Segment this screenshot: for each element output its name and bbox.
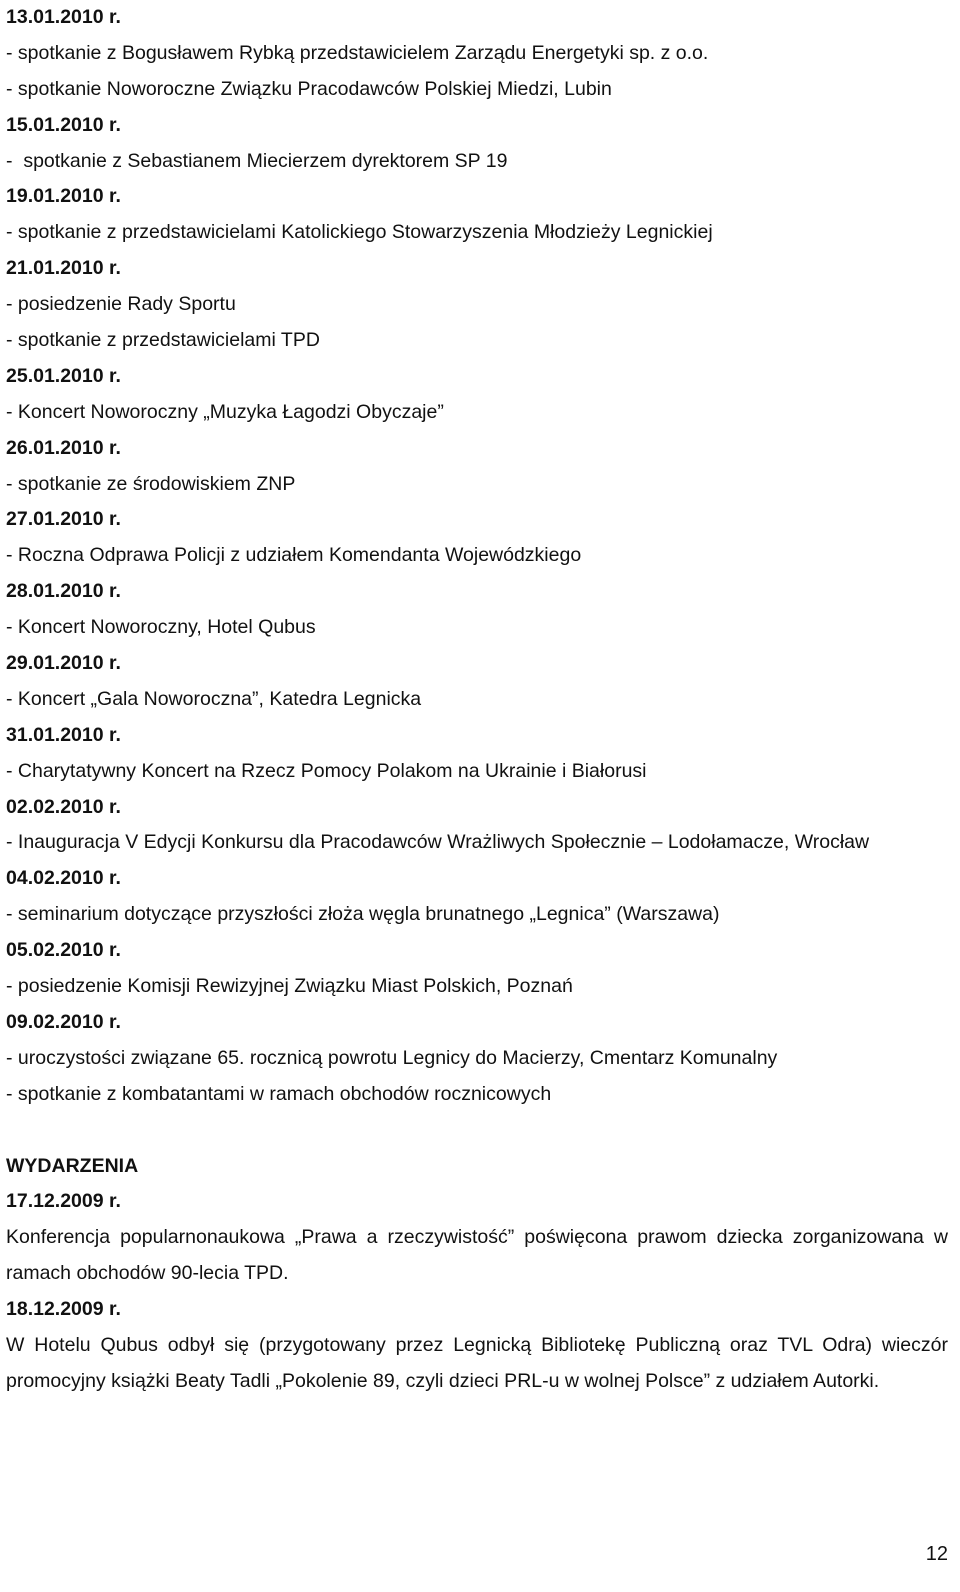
schedule-item: - Inauguracja V Edycji Konkursu dla Pracodawców Wrażliwych Społecznie – Lodołamacze, Wrocław (6, 831, 870, 854)
schedule-date: 29.01.2010 r. (6, 652, 121, 675)
schedule-item: - spotkanie z przedstawicielami TPD (6, 329, 320, 352)
schedule-date: 27.01.2010 r. (6, 508, 121, 531)
schedule-item: - uroczystości związane 65. rocznicą powrotu Legnicy do Macierzy, Cmentarz Komunalny (6, 1046, 778, 1069)
schedule-item: - Koncert Noworoczny „Muzyka Łagodzi Obyczaje” (6, 400, 444, 423)
schedule-date: 09.02.2010 r. (6, 1010, 121, 1033)
schedule-date: 31.01.2010 r. (6, 723, 121, 746)
schedule-date: 25.01.2010 r. (6, 364, 121, 387)
schedule-date: 05.02.2010 r. (6, 939, 121, 962)
schedule-date: 15.01.2010 r. (6, 113, 121, 136)
schedule-item: - spotkanie Noworoczne Związku Pracodawców Polskiej Miedzi, Lubin (6, 77, 612, 100)
schedule-list (6, 0, 952, 1113)
schedule-item: - spotkanie ze środowiskiem ZNP (6, 472, 296, 495)
page-number: 12 (925, 1543, 948, 1565)
schedule-item: - spotkanie z Sebastianem Miecierzem dyrektorem SP 19 (6, 149, 508, 172)
schedule-item: - spotkanie z Bogusławem Rybką przedstawicielem Zarządu Energetyki sp. z o.o. (6, 41, 709, 64)
schedule-item: - Roczna Odprawa Policji z udziałem Komendanta Wojewódzkiego (6, 544, 582, 567)
schedule-item: - Charytatywny Koncert na Rzecz Pomocy Polakom na Ukrainie i Białorusi (6, 759, 647, 782)
schedule-item: - posiedzenie Komisji Rewizyjnej Związku Miast Polskich, Poznań (6, 975, 573, 998)
event-date: 17.12.2009 r. (6, 1190, 121, 1213)
event-date: 18.12.2009 r. (6, 1298, 121, 1321)
schedule-date: 21.01.2010 r. (6, 257, 121, 280)
schedule-item: - Koncert „Gala Noworoczna”, Katedra Legnicka (6, 687, 422, 710)
events-section (6, 1149, 952, 1400)
document-page (6, 0, 952, 1400)
schedule-date: 26.01.2010 r. (6, 436, 121, 459)
event-description: Konferencja popularnonaukowa „Prawa a rzeczywistość” poświęcona prawom dziecka zorganizowana w ramach obchodów 90-lecia TPD. (6, 1226, 948, 1285)
schedule-date: 19.01.2010 r. (6, 185, 121, 208)
schedule-item: - Koncert Noworoczny, Hotel Qubus (6, 616, 316, 639)
section-heading: WYDARZENIA (6, 1154, 139, 1177)
event-description: W Hotelu Qubus odbył się (przygotowany przez Legnicką Bibliotekę Publiczną oraz TVL Odra) wieczór promocyjny książki Beaty Tadli „Pokolenie 89, czyli dzieci PRL-u w wolnej Polsce” z udziałem Autorki. (6, 1333, 948, 1392)
schedule-item: - spotkanie z kombatantami w ramach obchodów rocznicowych (6, 1082, 552, 1105)
schedule-item: - posiedzenie Rady Sportu (6, 293, 236, 316)
schedule-date: 02.02.2010 r. (6, 795, 121, 818)
schedule-item: - spotkanie z przedstawicielami Katolickiego Stowarzyszenia Młodzieży Legnickiej (6, 221, 713, 244)
schedule-date: 04.02.2010 r. (6, 867, 121, 890)
schedule-date: 13.01.2010 r. (6, 6, 121, 28)
schedule-date: 28.01.2010 r. (6, 580, 121, 603)
schedule-item: - seminarium dotyczące przyszłości złoża węgla brunatnego „Legnica” (Warszawa) (6, 903, 720, 926)
section-spacer (6, 1113, 952, 1149)
